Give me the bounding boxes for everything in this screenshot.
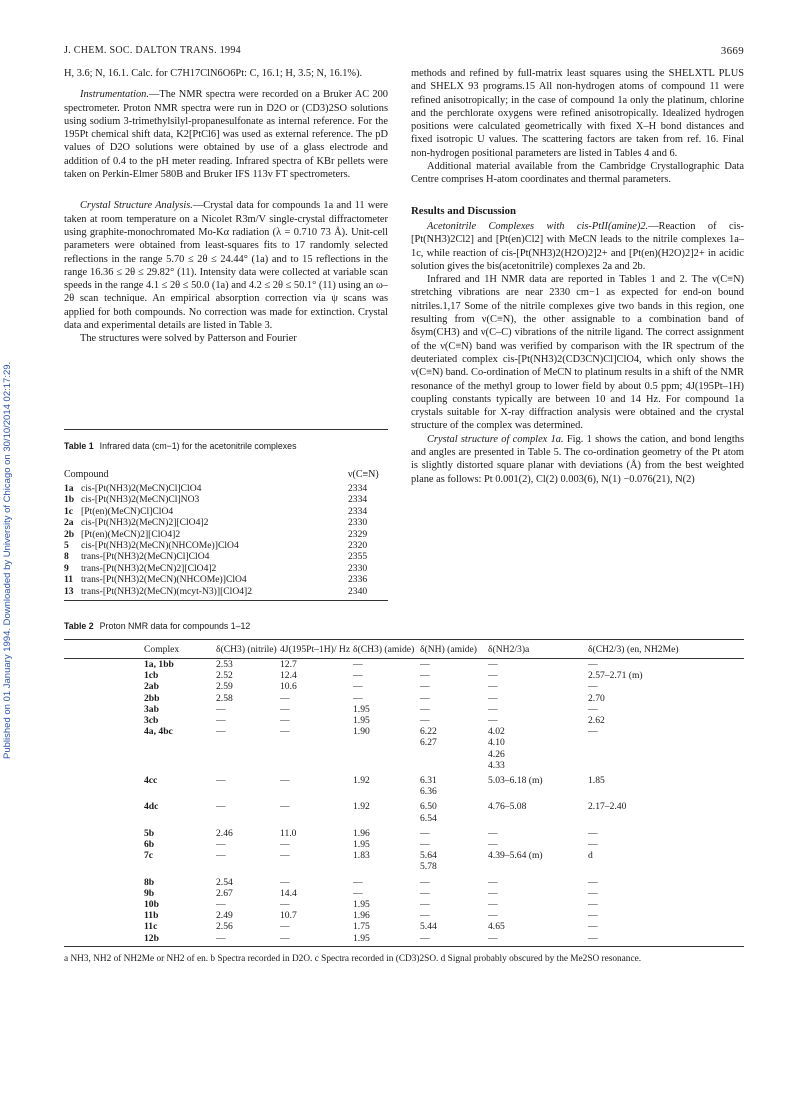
complex-cell: 2ab [144,681,159,693]
coupling-cell: — [280,921,290,933]
ch3-amide-cell: — [353,681,363,693]
compound-label: 2b [64,528,75,540]
table-2-caption-text: Proton NMR data for compounds 1–12 [99,621,251,631]
ch3-nitrile-cell: — [216,726,226,738]
ch3-nitrile-cell: 2.52 [216,670,233,682]
table-2-header-row [64,640,744,658]
table-2-col-nh23: δ(NH2/3)a [488,644,530,655]
nh23-cell: — [488,659,498,670]
table-row [64,483,388,494]
ch3-amide-cell: 1.92 [353,775,370,787]
table-row [64,670,744,681]
compound-cell [64,494,199,505]
compound-formula: [Pt(en)(MeCN)Cl]ClO4 [81,505,174,517]
coupling-cell: — [280,839,290,851]
ch3-nitrile-cell: 2.49 [216,910,233,922]
compound-cell [64,506,173,517]
nh-amide-cell: — [420,876,430,888]
coupling-cell: 14.4 [280,887,297,899]
coupling-cell: — [280,775,290,787]
download-notice-link[interactable]: Published on 01 January 1994. Downloaded by University of Chicago on 30/10/2014 02:17:29. [2,361,13,759]
table-1 [64,429,388,601]
complex-cell: 2bb [144,692,160,704]
table-row [64,517,388,528]
table-2-bottom-rule [64,946,744,947]
ch3-amide-cell: — [353,887,363,899]
instrumentation-text: —The NMR spectra were recorded on a Bruker AC 200 spectrometer. Proton NMR spectra were run in D2O or (CD3)2SO solutions using sodium 3-trimethylsilyl-propanesulfonate as internal reference. For the 195Pt chemical shift data, K2[PtCl6] was used as external reference. The pD values of D2O solutions were obtained by use of a glass electrode and addition of 0.4 to the pH meter reading. Infrared spectra of KBr pellets were taken on Perkin-Elmer 580B and Bruker IFS 113v FT spectrometers. [64,89,388,181]
ch3-amide-cell: 1.90 [353,726,370,738]
ch3-amide-cell: 1.92 [353,801,370,813]
coupling-cell: — [280,850,290,862]
nh23-cell: 4.39–5.64 (m) [488,850,543,862]
ch3-nitrile-cell: — [216,850,226,862]
ch23-cell: 2.17–2.40 [588,801,627,813]
complex-cell: 4dc [144,801,159,813]
table-2-col-coupling: 4J(195Pt–1H)/ Hz [280,644,351,655]
complex-cell: 10b [144,899,159,911]
table-row [64,681,744,692]
ch23-cell: — [588,899,598,911]
ch3-amide-cell: 1.95 [353,703,370,715]
compound-cell [64,586,252,597]
ch3-nitrile-cell: 2.58 [216,692,233,704]
table-row [64,933,744,944]
table-row [64,828,744,839]
cn-stretch-value: 2330 [348,517,368,529]
ch3-nitrile-cell: 2.46 [216,827,233,839]
instrumentation-heading: Instrumentation. [80,89,149,101]
ch23-cell: d [588,850,593,862]
coupling-cell: 12.7 [280,659,297,670]
ch3-nitrile-cell: 2.53 [216,659,233,670]
table-1-header [64,469,388,483]
crystal-analysis-heading: Crystal Structure Analysis. [80,200,193,212]
cn-stretch-value: 2320 [348,540,368,552]
acetonitrile-heading: Acetonitrile Complexes with cis-PtII(amine)2. [427,220,649,232]
complex-cell: 11c [144,921,158,933]
complex-cell: 12b [144,932,159,944]
nh23-cell: — [488,692,498,704]
table-row [64,586,388,597]
table-1-col-value: ν(C≡N) [348,469,379,480]
nh23-cell: — [488,681,498,693]
nh23-cell: — [488,715,498,727]
nh-amide-cell: — [420,910,430,922]
left-column [64,67,388,354]
ch3-amide-cell: 1.75 [353,921,370,933]
coupling-cell: — [280,726,290,738]
compound-label: 11 [64,574,74,586]
ch3-nitrile-cell: — [216,839,226,851]
nh-amide-cell: 5.44 [420,921,437,933]
compound-cell [64,574,247,585]
compound-formula: trans-[Pt(NH3)2(MeCN)2][ClO4]2 [81,562,217,574]
compound-label: 13 [64,585,74,597]
complex-cell: 8b [144,876,155,888]
paragraph-crystal-structure [411,433,744,486]
complex-cell: 3ab [144,703,159,715]
ch3-amide-cell: — [353,692,363,704]
nh-amide-cell: — [420,899,430,911]
coupling-cell: — [280,692,290,704]
table-row [64,801,744,823]
compound-label: 8 [64,551,69,563]
nh23-cell: — [488,876,498,888]
ch3-amide-cell: 1.95 [353,839,370,851]
nh23-cell: — [488,932,498,944]
nh-amide-cell: 6.31 6.36 [420,775,437,798]
nh-amide-cell: — [420,670,430,682]
table-row [64,563,388,574]
nh-amide-cell: — [420,887,430,899]
compound-label: 1a [64,483,74,494]
compound-formula: cis-[Pt(NH3)2(MeCN)2][ClO4]2 [81,517,209,529]
table-row [64,877,744,888]
ch3-nitrile-cell: — [216,775,226,787]
paragraph-crystal-analysis [64,199,388,332]
compound-label: 1b [64,494,75,506]
complex-cell: 9b [144,887,155,899]
ch23-cell: — [588,659,598,670]
table-2-grid [64,640,744,944]
coupling-cell: — [280,899,290,911]
ch3-nitrile-cell: — [216,703,226,715]
compound-label: 9 [64,562,69,574]
cn-stretch-value: 2355 [348,551,368,563]
cn-stretch-value: 2330 [348,562,368,574]
complex-cell: 5b [144,827,155,839]
table-row [64,693,744,704]
section-heading-results: Results and Discussion [411,204,517,217]
complex-cell: 6b [144,839,155,851]
crystal-structure-text: Fig. 1 shows the cation, and bond lengths and angles are presented in Table 5. The co-ordination geometry of the Pt atom is slightly distorted square planar with deviations (Å) from the best weighted plane as follows: Pt 0.001(2), Cl(2) 0.003(6), N(1) −0.076(21), N(2) [411,433,744,485]
coupling-cell: — [280,801,290,813]
nh23-cell: 4.02 4.10 4.26 4.33 [488,726,505,771]
ch3-nitrile-cell: 2.67 [216,887,233,899]
cn-stretch-value: 2334 [348,494,368,506]
complex-cell: 4a, 4bc [144,726,173,738]
compound-label: 2a [64,517,74,529]
paragraph-refinement: methods and refined by full-matrix least squares using the SHELXTL PLUS and SHELX 93 programs.15 All non-hydrogen atoms of compound 11 were refined anisotropically; in the case of compound 1a only the platinum, chlorine and the perchlorate oxygens were refined anisotropically. Idealized hydrogen positions were calculated geometrically with fixed X–H bond distances and fixed isotropic U values. The scattering factors are taken from ref. 16. Final non-hydrogen positional parameters are listed in Tables 4 and 6. [411,68,744,159]
ch23-cell: 1.85 [588,775,605,787]
nh23-cell: — [488,839,498,851]
nh-amide-cell: — [420,692,430,704]
coupling-cell: — [280,715,290,727]
cn-stretch-value: 2334 [348,483,368,494]
table-row [64,910,744,921]
nh-amide-cell: — [420,715,430,727]
ch3-nitrile-cell: 2.56 [216,921,233,933]
crystal-structure-heading: Crystal structure of complex 1a. [427,433,564,445]
nh23-cell: — [488,827,498,839]
table-1-caption-text: Infrared data (cm−1) for the acetonitrile complexes [99,441,297,451]
page-number: 3669 [720,45,744,57]
nh-amide-cell: — [420,681,430,693]
nh-amide-cell: 6.22 6.27 [420,726,437,749]
compound-cell [64,540,239,551]
table-1-col-compound: Compound [64,469,109,480]
paragraph-acetonitrile-complexes [411,220,744,273]
nh23-cell: 4.65 [488,921,505,933]
complex-cell: 1cb [144,670,159,682]
table-1-label: Table 1 [64,441,94,451]
nh-amide-cell: — [420,839,430,851]
nh23-cell: 5.03–6.18 (m) [488,775,543,787]
complex-cell: 11b [144,910,159,922]
nh-amide-cell: — [420,932,430,944]
complex-cell: 7c [144,850,154,862]
compound-formula: [Pt(en)(MeCN)2][ClO4]2 [81,528,181,540]
ch23-cell: — [588,703,598,715]
complex-cell: 4cc [144,775,158,787]
ch23-cell: 2.57–2.71 (m) [588,670,643,682]
table-2-col-ch23: δ(CH2/3) (en, NH2Me) [588,644,679,655]
table-2-col-ch3-nitrile: δ(CH3) (nitrile) [216,644,277,655]
table-row [64,715,744,726]
table-row [64,921,744,932]
nh-amide-cell: — [420,659,430,670]
ch3-nitrile-cell: — [216,899,226,911]
compound-formula: trans-[Pt(NH3)2(MeCN)Cl]ClO4 [81,551,210,563]
compound-cell [64,551,209,562]
nh-amide-cell: 5.64 5.78 [420,850,437,873]
ch3-amide-cell: — [353,670,363,682]
compound-formula: cis-[Pt(NH3)2(MeCN)Cl]NO3 [81,494,200,506]
table-row [64,551,388,562]
coupling-cell: 10.7 [280,910,297,922]
ch3-amide-cell: 1.95 [353,715,370,727]
ch23-cell: — [588,876,598,888]
ch3-nitrile-cell: — [216,715,226,727]
table-2-col-complex: Complex [144,644,180,655]
ch3-amide-cell: 1.96 [353,910,370,922]
coupling-cell: — [280,876,290,888]
ch23-cell: — [588,726,598,738]
table-row [64,775,744,797]
ch3-amide-cell: 1.95 [353,932,370,944]
table-row [64,659,744,670]
table-2-label: Table 2 [64,621,94,631]
paragraph-structure-solution: The structures were solved by Patterson and Fourier [80,333,297,345]
compound-cell [64,529,180,540]
ch23-cell: — [588,887,598,899]
ch23-cell: 2.70 [588,692,605,704]
ch3-nitrile-cell: 2.54 [216,876,233,888]
table-1-caption [64,441,388,451]
ch3-amide-cell: 1.96 [353,827,370,839]
ch3-amide-cell: — [353,659,363,670]
ch3-nitrile-cell: — [216,932,226,944]
table-2-body [64,659,744,944]
table-2-caption [64,621,744,631]
running-head [64,45,744,61]
nh23-cell: 4.76–5.08 [488,801,527,813]
table-2 [64,621,744,965]
table-row [64,899,744,910]
ch23-cell: — [588,827,598,839]
complex-cell: 3cb [144,715,159,727]
cn-stretch-value: 2340 [348,585,368,597]
compound-label: 5 [64,540,69,552]
table-1-body [64,483,388,597]
download-watermark [2,150,18,970]
table-row [64,839,744,850]
nh23-cell: — [488,703,498,715]
ch23-cell: 2.62 [588,715,605,727]
table-row [64,888,744,899]
coupling-cell: — [280,703,290,715]
table-row [64,850,744,872]
ch3-amide-cell: 1.83 [353,850,370,862]
table-row [64,726,744,771]
paragraph-infrared-nmr: Infrared and 1H NMR data are reported in Tables 1 and 2. The ν(C≡N) stretching vibrations are near 2330 cm−1 as expected for end-on bound nitriles.1,17 Some of the nitrile complexes give two bands in this region, one resulting from ν(C≡N), the other assignable to a combination band of δsym(CH3) and ν(C–C) vibrations of the nitrile ligand. The correct assignment of the ν(C≡N) band was verified by comparison with the IR spectrum of the deuteriated complex cis-[Pt(NH3)2(CD3CN)Cl]ClO4, which only shows the ν(C≡N) band. Co-ordination of MeCN to platinum results in a shift of the NMR resonance of the methyl group to lower field by about 0.5 ppm; 4J(195Pt–1H) coupling constants typically are between 10 and 14 Hz. For compound 1a crystals suitable for X-ray diffraction analysis were obtained and the crystal structure of the complex was determined. [411,274,744,432]
coupling-cell: 12.4 [280,670,297,682]
compound-formula: trans-[Pt(NH3)2(MeCN)(mcyt-N3)][ClO4]2 [81,585,253,597]
ch3-nitrile-cell: 2.59 [216,681,233,693]
table-2-col-ch3-amide: δ(CH3) (amide) [353,644,415,655]
compound-cell [64,517,208,528]
compound-formula: cis-[Pt(NH3)2(MeCN)Cl]ClO4 [81,483,202,494]
compound-formula: cis-[Pt(NH3)2(MeCN)(NHCOMe)]ClO4 [81,540,239,552]
table-1-top-rule [64,429,388,430]
paragraph-additional-material: Additional material available from the Cambridge Crystallographic Data Centre comprises H-atom coordinates and thermal parameters. [411,161,744,186]
table-row [64,506,388,517]
ch23-cell: — [588,921,598,933]
nh-amide-cell: 6.50 6.54 [420,801,437,824]
paragraph-instrumentation [64,88,388,181]
ch3-nitrile-cell: — [216,801,226,813]
cn-stretch-value: 2336 [348,574,368,586]
ch3-amide-cell: — [353,876,363,888]
right-column [411,67,744,494]
cn-stretch-value: 2334 [348,505,368,517]
compound-label: 1c [64,505,74,517]
nh23-cell: — [488,887,498,899]
coupling-cell: 11.0 [280,827,297,839]
table-row [64,574,388,585]
cn-stretch-value: 2329 [348,528,368,540]
table-row [64,494,388,505]
crystal-analysis-text: —Crystal data for compounds 1a and 11 were taken at room temperature on a Nicolet R3m/V single-crystal diffractometer using graphite-monochromated Mo-Kα radiation (λ = 0.710 73 Å). Unit-cell parameters were obtained from least-squares fits to 17 randomly selected reflections in the range 5.70 ≤ 2θ ≤ 24.44° (1a) and to 15 reflections in the range 16.36 ≤ 2θ ≤ 29.82° (11). Intensity data were collected at variable scan speeds in the range 4.1 ≤ 2θ ≤ 50.0 (1a) and 4.2 ≤ 2θ ≤ 50.1° (11) using an ω–2θ scan technique. An empirical absorption correction via ψ scans was applied for both compounds. No correction was made for extinction. Crystal data and experimental details are listed in Table 3. [64,200,388,332]
ch3-amide-cell: 1.95 [353,899,370,911]
paragraph-analysis-end: H, 3.6; N, 16.1. Calc. for C7H17ClN6O6Pt: C, 16.1; H, 3.5; N, 16.1%). [64,68,363,79]
ch23-cell: — [588,681,598,693]
acetonitrile-text: —Reaction of cis-[Pt(NH3)2Cl2] and [Pt(en)Cl2] with MeCN leads to the nitrile complexes 1a–1c, while reaction of cis-[Pt(NH3)2(H2O)2]2+ and [Pt(en)(H2O)2]2+ in acidic solution gives the bis(acetonitrile) complexes 2a and 2b. [411,220,744,272]
table-2-col-nh-amide: δ(NH) (amide) [420,644,477,655]
table-2-footnotes: a NH3, NH2 of NH2Me or NH2 of en. b Spectra recorded in D2O. c Spectra recorded in (CD3)2SO. d Signal probably obscured by the Me2SO resonance. [64,953,642,964]
coupling-cell: — [280,932,290,944]
compound-cell [64,563,216,574]
nh23-cell: — [488,899,498,911]
complex-cell: 1a, 1bb [144,659,174,670]
nh23-cell: — [488,910,498,922]
ch23-cell: — [588,932,598,944]
nh23-cell: — [488,670,498,682]
nh-amide-cell: — [420,827,430,839]
journal-title: J. CHEM. SOC. DALTON TRANS. 1994 [64,45,241,56]
compound-formula: trans-[Pt(NH3)2(MeCN)(NHCOMe)]ClO4 [81,574,247,586]
ch23-cell: — [588,910,598,922]
coupling-cell: 10.6 [280,681,297,693]
table-row [64,704,744,715]
table-row [64,540,388,551]
ch23-cell: — [588,839,598,851]
compound-cell [64,483,201,494]
nh-amide-cell: — [420,703,430,715]
table-1-bottom-rule [64,600,388,601]
table-row [64,529,388,540]
